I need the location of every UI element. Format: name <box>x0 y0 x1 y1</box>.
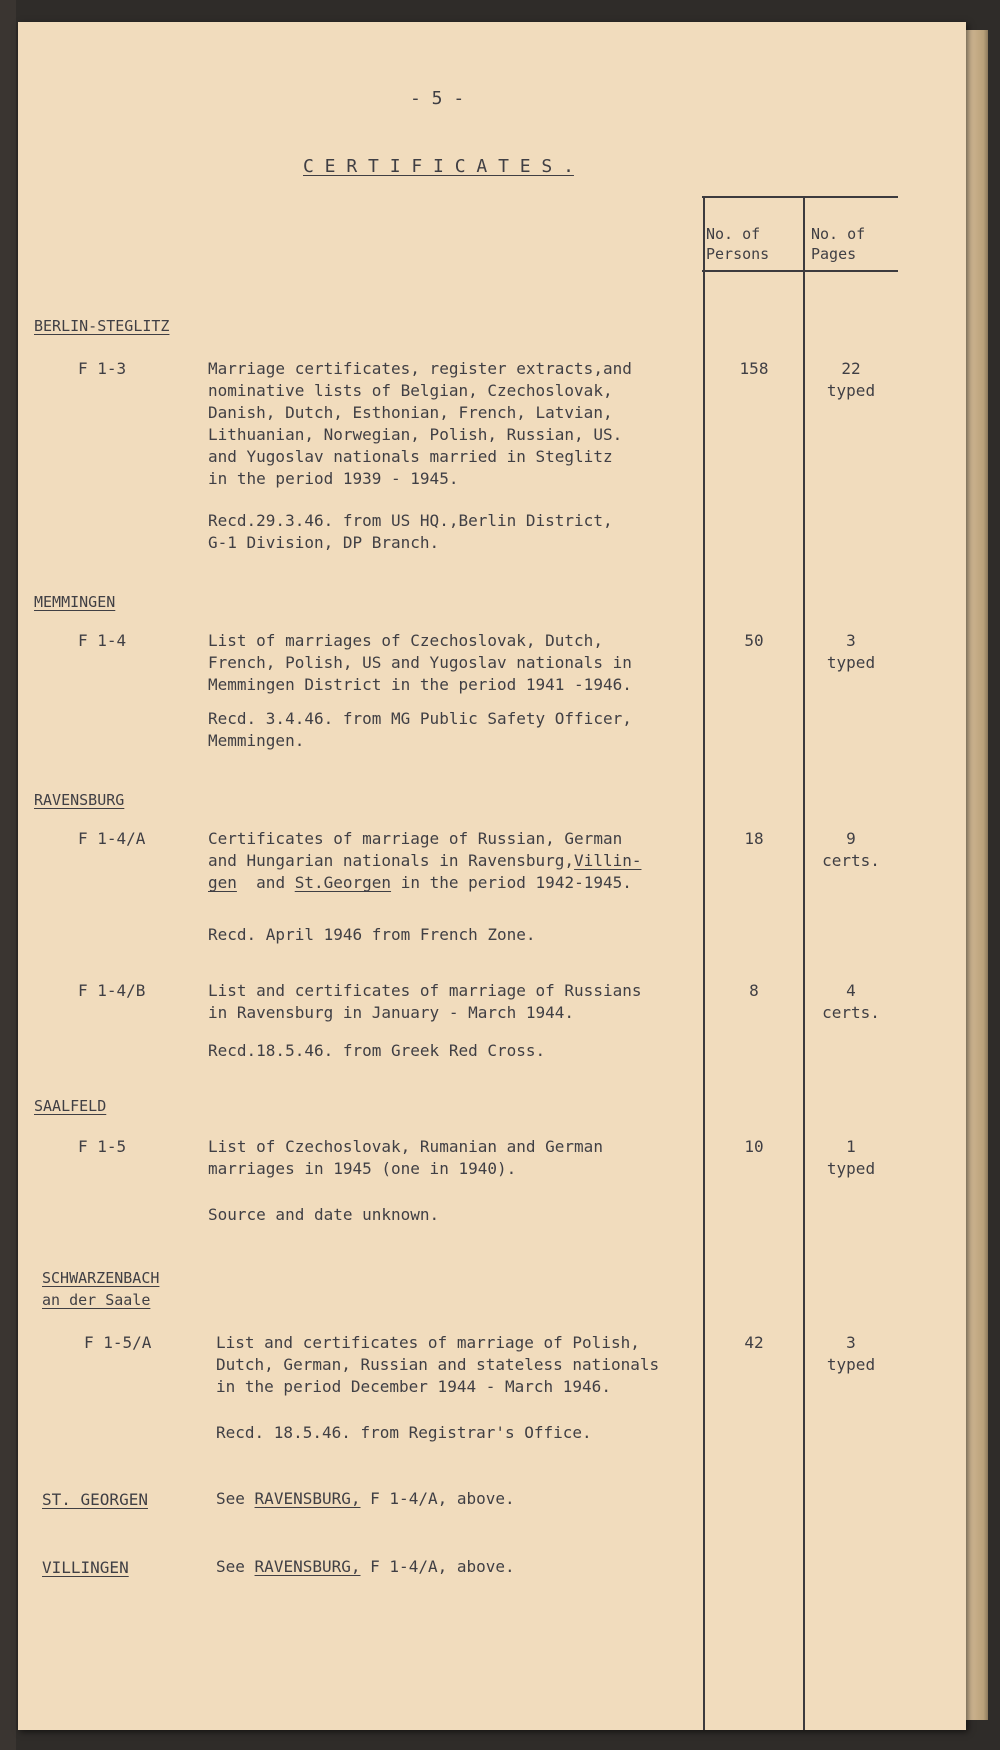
entry-source: Recd. April 1946 from French Zone. <box>208 925 536 944</box>
page-title: C E R T I F I C A T E S . <box>303 156 574 177</box>
persons-count: 158 <box>739 359 769 378</box>
section-heading-ravensburg: RAVENSBURG <box>34 791 125 809</box>
page-number: - 5 - <box>410 88 465 109</box>
page-stack-edge <box>966 30 988 1720</box>
section-heading-schwarzenbach-sub: an der Saale <box>42 1291 151 1309</box>
pages-kind: typed <box>826 653 876 672</box>
pages-kind: certs. <box>822 1003 880 1022</box>
persons-header-line1: No. of <box>706 225 761 243</box>
persons-count: 50 <box>744 631 764 650</box>
pages-kind: typed <box>826 381 876 400</box>
entry-source: Recd.18.5.46. from Greek Red Cross. <box>208 1041 546 1060</box>
entry-ref: F 1-5 <box>78 1137 127 1156</box>
entry-description: Certificates of marriage of Russian, German and Hungarian nationals in Ravensburg,Villin- gen and St.Georgen in the period 1942-1945. <box>208 829 642 892</box>
pages-count: 3 <box>846 1333 856 1352</box>
entry-ref: F 1-3 <box>78 359 127 378</box>
pages-kind: certs. <box>822 851 880 870</box>
table-top-rule <box>702 196 898 198</box>
entry-source: Source and date unknown. <box>208 1205 440 1224</box>
entry-description: List of Czechoslovak, Rumanian and German marriages in 1945 (one in 1940). <box>208 1137 603 1178</box>
entry-source: Recd. 3.4.46. from MG Public Safety Officer, Memmingen. <box>208 709 632 750</box>
section-heading-memmingen: MEMMINGEN <box>34 593 116 611</box>
persons-count: 8 <box>749 981 759 1000</box>
persons-count: 10 <box>744 1137 764 1156</box>
entry-description: List of marriages of Czechoslovak, Dutch, French, Polish, US and Yugoslav nationals in Memmingen District in the period 1941 -1946. <box>208 631 632 694</box>
pages-count: 9 <box>846 829 856 848</box>
entry-description: List and certificates of marriage of Polish, Dutch, German, Russian and stateless nationals in the period December 1944 - March 1946. <box>216 1333 660 1396</box>
section-heading-st-georgen: ST. GEORGEN <box>42 1490 148 1509</box>
section-heading-villingen: VILLINGEN <box>42 1558 129 1577</box>
section-heading-schwarzenbach: SCHWARZENBACH <box>42 1269 160 1287</box>
entry-ref: F 1-4 <box>78 631 127 650</box>
pages-header-line1: No. of <box>811 225 866 243</box>
pages-count: 1 <box>846 1137 856 1156</box>
entry-ref: F 1-4/B <box>78 981 146 1000</box>
pages-header-line2: Pages <box>811 245 857 263</box>
entry-source: Recd. 18.5.46. from Registrar's Office. <box>216 1423 592 1442</box>
section-heading-saalfeld: SAALFELD <box>34 1097 107 1115</box>
entry-description: List and certificates of marriage of Russians in Ravensburg in January - March 1944. <box>208 981 642 1022</box>
table-header-rule <box>702 270 898 272</box>
section-heading-berlin-steglitz: BERLIN-STEGLITZ <box>34 317 170 335</box>
entry-description: Marriage certificates, register extracts,and nominative lists of Belgian, Czechoslovak, Danish, Dutch, Esthonian, French, Latvian, Lithuanian, Norwegian, Polish, Russian, US. and Yugoslav nationals married in Steglitz in the period 1939 - 1945. <box>208 359 632 488</box>
pages-kind: typed <box>826 1159 876 1178</box>
pages-count: 3 <box>846 631 856 650</box>
entry-source: Recd.29.3.46. from US HQ.,Berlin District, G-1 Division, DP Branch. <box>208 511 613 552</box>
cross-reference: See RAVENSBURG, F 1-4/A, above. <box>216 1489 515 1508</box>
pages-count: 22 <box>841 359 861 378</box>
entry-ref: F 1-4/A <box>78 829 146 848</box>
entry-ref: F 1-5/A <box>84 1333 152 1352</box>
pages-count: 4 <box>846 981 856 1000</box>
binding-spine <box>0 0 16 1750</box>
document-page <box>18 22 966 1730</box>
pages-column-rule <box>803 196 805 1730</box>
pages-kind: typed <box>826 1355 876 1374</box>
persons-header-line2: Persons <box>706 245 770 263</box>
cross-reference: See RAVENSBURG, F 1-4/A, above. <box>216 1557 515 1576</box>
persons-count: 18 <box>744 829 764 848</box>
persons-count: 42 <box>744 1333 764 1352</box>
